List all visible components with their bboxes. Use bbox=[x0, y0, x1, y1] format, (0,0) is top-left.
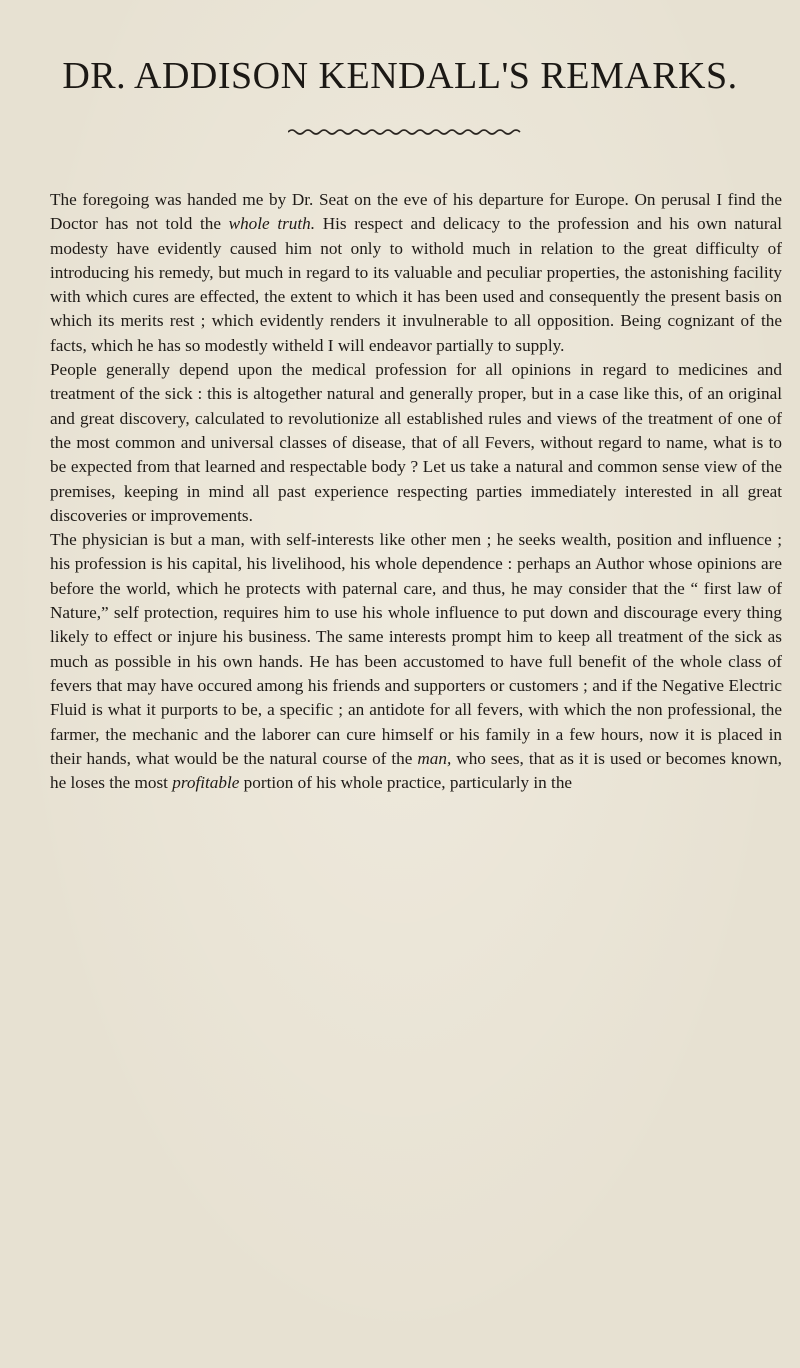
document-title: DR. ADDISON KENDALL'S REMARKS. bbox=[62, 55, 738, 97]
text-run-italic: whole truth. bbox=[228, 214, 316, 234]
text-run: portion of his whole practice, particularly in the bbox=[239, 773, 573, 793]
paragraph-3 bbox=[50, 528, 782, 795]
text-run-italic: profitable bbox=[172, 773, 240, 793]
decorative-wavy-rule bbox=[288, 127, 522, 137]
text-run: His respect and delicacy to the profession and his own natural modesty have evidently caused him not only to withold much in relation to the great difficulty of introducing his remedy, but much in regard to its valuable and peculiar properties, the astonishing facility with which cures are effected, the extent to which it has been used and consequently the present basis on which its merits rest ; which evidently renders it invulnerable to all opposition. Being cognizant of the facts, which he has so modestly witheld I will endeavor partially to supply. bbox=[50, 214, 782, 355]
paragraph-2 bbox=[50, 358, 782, 528]
text-run: The foregoing was handed me by Dr. Seat on the eve of his departure for Europe. On perusal I find the Doctor has not told the bbox=[50, 190, 782, 234]
text-run-italic: man, bbox=[417, 748, 452, 768]
text-run: People generally depend upon the medical profession for all opinions in regard to medicines and treatment of the sick : this is altogether natural and generally proper, but in a case like this, of an original and great discovery, calculated to revolutionize all established rules and views of the treatment of one of the most common and universal classes of disease, that of all Fevers, without regard to name, what is to be expected from that learned and respectable body ? Let us take a natural and common sense view of the premises, keeping in mind all past experience respecting parties immediately interested in all great discoveries or improvements. bbox=[50, 360, 782, 525]
paragraph-1 bbox=[50, 188, 782, 358]
text-run: who sees, that as it is used or becomes known, he loses the most bbox=[50, 748, 782, 793]
body-text bbox=[50, 188, 782, 795]
text-run: The physician is but a man, with self-interests like other men ; he seeks wealth, position and influence ; his profession is his capital, his livelihood, his whole dependence : perhaps an Author whose opinions are before the world, which he protects with paternal care, and thus, he may consider that the “ first law of Nature,” self protection, requires him to use his whole influence to put down and discourage every thing likely to effect or injure his business. The same interests prompt him to keep all treatment of the sick as much as possible in his own hands. He has been accustomed to have full benefit of the whole class of fevers that may have occured among his friends and supporters or customers ; and if the Negative Electric Fluid is what it purports to be, a specific ; an antidote for all fevers, with which the non professional, the farmer, the mechanic and the laborer can cure himself or his family in a few hours, now it is placed in their hands, what would be the natural course of the bbox=[50, 530, 782, 768]
